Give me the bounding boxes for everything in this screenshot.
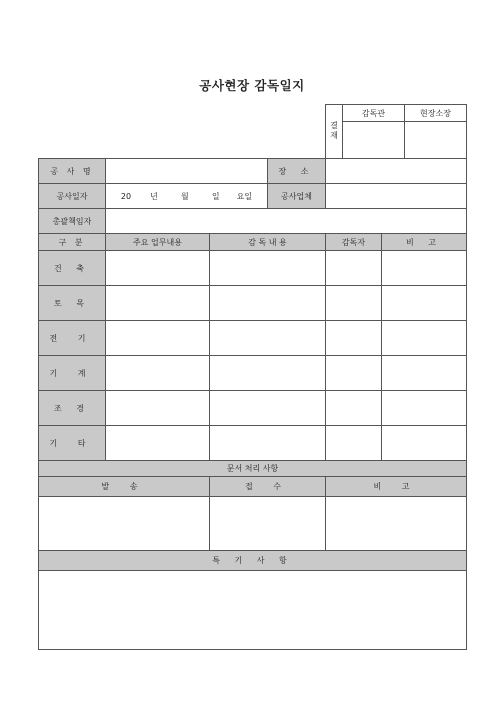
table-cell[interactable] [106,426,210,461]
table-cell[interactable] [326,251,382,286]
received-header: 접 수 [210,477,326,497]
sent-header: 발 송 [39,477,210,497]
table-cell[interactable] [106,356,210,391]
table-cell[interactable] [210,426,326,461]
main-work-header: 주요 업무내용 [106,234,210,251]
table-cell[interactable] [326,321,382,356]
table-cell[interactable] [210,251,326,286]
project-name-label: 공 사 명 [39,159,106,184]
date-year-unit: 년 [150,191,158,201]
table-cell[interactable] [326,391,382,426]
table-cell[interactable] [326,426,382,461]
approval-supervisor-header: 감독관 [343,105,405,122]
inspection-log-form [38,158,467,650]
table-cell[interactable] [210,321,326,356]
row-label-civil: 토 목 [39,286,106,321]
project-name-field[interactable] [106,159,268,184]
row-label-electrical: 전 기 [39,321,106,356]
documents-section-title: 문서 처리 사항 [39,461,467,477]
remarks-header: 비 고 [382,234,467,251]
table-cell[interactable] [382,426,467,461]
table-cell[interactable] [210,356,326,391]
date-year: 20 [120,191,132,201]
category-header: 구 분 [39,234,106,251]
table-cell[interactable] [382,251,467,286]
table-cell[interactable] [326,286,382,321]
date-label: 공사일자 [39,184,106,209]
received-field[interactable] [210,497,326,551]
table-cell[interactable] [106,286,210,321]
table-cell[interactable] [382,356,467,391]
approval-supervisor-sign[interactable] [343,122,405,159]
documents-remarks-field[interactable] [326,497,467,551]
date-month-unit: 월 [180,191,189,201]
page-title: 공사현장 감독일지 [199,78,305,93]
approval-label: 결재 [326,105,343,159]
sent-field[interactable] [39,497,210,551]
table-cell[interactable] [382,286,467,321]
approval-site-manager-header: 현장소장 [405,105,467,122]
table-cell[interactable] [210,286,326,321]
table-cell[interactable] [326,356,382,391]
row-label-mechanical: 기 계 [39,356,106,391]
manager-label: 총괄책임자 [39,209,106,234]
supervisor-header: 감독자 [326,234,382,251]
approval-box [325,104,467,159]
contractor-field[interactable] [326,184,467,209]
row-label-landscape: 조 경 [39,391,106,426]
supervision-header: 감 독 내 용 [210,234,326,251]
table-cell[interactable] [210,391,326,426]
row-label-other: 기 타 [39,426,106,461]
date-weekday-unit: 요일 [236,191,253,201]
date-field[interactable] [106,184,268,209]
special-notes-title: 특 기 사 항 [39,551,467,571]
manager-field[interactable] [106,209,467,234]
table-cell[interactable] [382,321,467,356]
location-field[interactable] [326,159,467,184]
date-day-unit: 일 [211,191,220,201]
special-notes-field[interactable] [39,571,467,650]
documents-remarks-header: 비 고 [326,477,467,497]
location-label: 장 소 [268,159,326,184]
table-cell[interactable] [106,391,210,426]
approval-site-manager-sign[interactable] [405,122,467,159]
contractor-label: 공사업체 [268,184,326,209]
table-cell[interactable] [106,321,210,356]
table-cell[interactable] [382,391,467,426]
row-label-architecture: 건 축 [39,251,106,286]
table-cell[interactable] [106,251,210,286]
